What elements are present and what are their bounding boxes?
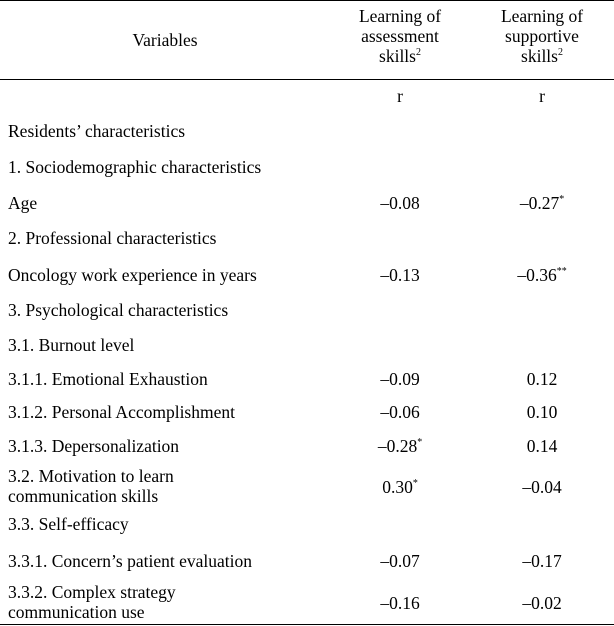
header-assessment-line3 (340, 46, 460, 66)
header-supportive-line1: Learning of (500, 6, 584, 26)
row-label-line: 3.1.2. Personal Accomplishment (8, 402, 235, 422)
r-value-number: –0.07 (380, 551, 420, 571)
row-label (8, 369, 338, 389)
row-label (8, 121, 338, 141)
row-label (8, 466, 338, 506)
row-label-line: communication skills (8, 486, 159, 507)
row-label-line: 3.1.1. Emotional Exhaustion (8, 369, 208, 389)
row-label (8, 436, 338, 456)
r-value-number: –0.36 (517, 265, 557, 285)
row-label (8, 157, 338, 177)
row-label (8, 402, 338, 422)
r-value-number: 0.10 (526, 402, 558, 422)
assessment-r-value (340, 551, 460, 571)
table-header (0, 6, 614, 76)
supportive-r-value (470, 369, 614, 389)
row-label (8, 514, 338, 534)
r-value-number: –0.06 (380, 402, 420, 422)
row-label-line: Age (8, 193, 38, 213)
header-assessment-line1: Learning of (358, 6, 442, 26)
assessment-r-value (340, 369, 460, 389)
r-value-number: –0.16 (380, 593, 420, 613)
header-supportive-line3 (470, 46, 614, 66)
r-value-number: –0.02 (522, 593, 562, 613)
significance-marker: * (559, 194, 565, 206)
assessment-r-value (340, 593, 460, 613)
significance-marker: * (412, 478, 418, 490)
assessment-r-value (340, 265, 460, 285)
supportive-r-value (470, 402, 614, 422)
row-label (8, 193, 338, 213)
row-label (8, 265, 338, 285)
header-rule (0, 79, 614, 80)
r-value-number: –0.08 (380, 193, 420, 213)
row-label-line: 3. Psychological characteristics (8, 300, 229, 320)
assessment-r-value (340, 436, 460, 456)
row-label-line: communication use (8, 602, 145, 623)
supportive-r-value (470, 477, 614, 497)
supportive-r-value (470, 593, 614, 613)
row-label (8, 551, 338, 571)
r-value-number: 0.14 (526, 436, 558, 456)
row-label-line: Oncology work experience in years (8, 265, 257, 285)
assessment-r-value (340, 193, 460, 213)
supportive-r-value (470, 551, 614, 571)
row-label-line: 3.3. Self-efficacy (8, 514, 129, 534)
significance-marker: * (417, 437, 423, 449)
r-value-number: –0.13 (380, 265, 420, 285)
row-label (8, 582, 338, 622)
r-value-number: 0.30 (382, 477, 413, 497)
header-variables (0, 30, 330, 50)
r-value-number: –0.17 (522, 551, 562, 571)
supportive-r-value (470, 265, 614, 285)
header-variables-text: Variables (132, 30, 198, 50)
r-value-number: 0.12 (526, 369, 558, 389)
row-label-line: 3.3.1. Concern’s patient evaluation (8, 551, 252, 571)
header-supportive-skills: skills (521, 46, 558, 67)
header-assessment (340, 6, 460, 66)
r-value-number: –0.04 (522, 477, 562, 497)
row-label (8, 300, 338, 320)
r-value-number: –0.28 (377, 436, 418, 456)
row-label-line: Residents’ characteristics (8, 121, 186, 141)
bottom-rule (0, 624, 614, 625)
assessment-r-value (340, 477, 460, 497)
supportive-r-value (470, 436, 614, 456)
row-label (8, 335, 338, 355)
header-assessment-skills: skills (379, 46, 416, 67)
significance-marker: ** (556, 266, 567, 278)
supportive-r-value (470, 193, 614, 213)
r-value-number: –0.09 (380, 369, 420, 389)
row-label-line: 2. Professional characteristics (8, 228, 217, 248)
row-label-line: 3.2. Motivation to learn (8, 466, 174, 486)
row-label-line: 3.3.2. Complex strategy (8, 582, 176, 602)
r-label-assessment: r (397, 86, 403, 106)
header-assessment-line2: assessment (361, 26, 439, 47)
header-supportive (470, 6, 614, 66)
r-value-number: –0.27 (519, 193, 560, 213)
assessment-r-value (340, 402, 460, 422)
row-label-line: 1. Sociodemographic characteristics (8, 157, 262, 177)
header-supportive-sup: 2 (557, 47, 563, 59)
top-rule (0, 0, 614, 1)
header-supportive-line2: supportive (505, 26, 579, 47)
row-label (8, 228, 338, 248)
row-label-line: 3.1.3. Depersonalization (8, 436, 180, 456)
header-assessment-sup: 2 (415, 47, 421, 59)
row-label-line: 3.1. Burnout level (8, 335, 135, 355)
r-label-supportive: r (539, 86, 545, 106)
